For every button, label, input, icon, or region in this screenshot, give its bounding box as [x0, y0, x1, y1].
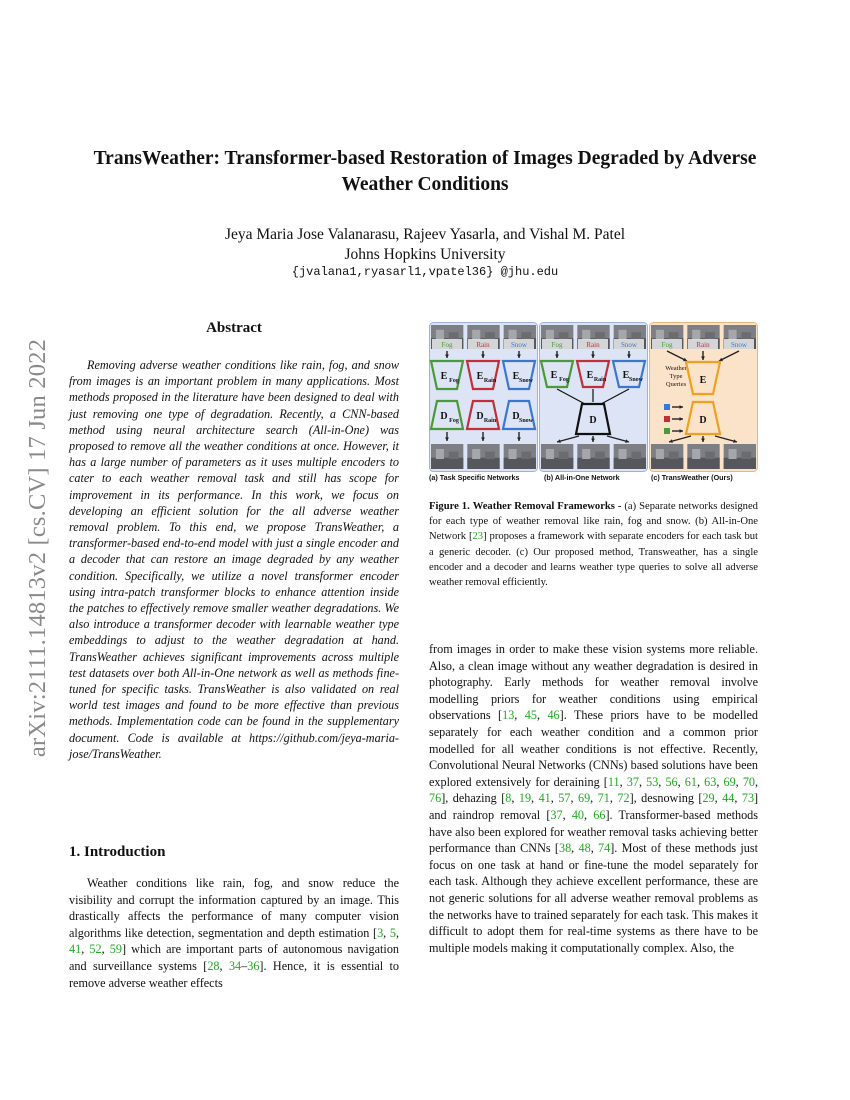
caption-text-post: ] proposes a framework with separate encoders for each task but a generic decoder. (c) Our proposed method, Transweather, has a single encoder and a decoder and learns weather type queries to solve all adverse weather removal efficiently. [429, 531, 758, 589]
citation-link[interactable]: 28 [207, 958, 220, 973]
citation-link[interactable]: 69 [577, 791, 591, 806]
citation-link[interactable]: 61 [684, 774, 697, 789]
encoder-subscript: Rain [593, 377, 607, 383]
output-image-building-2 [521, 452, 531, 460]
citation-link[interactable]: 53 [646, 774, 659, 789]
caption-title: Weather Removal Frameworks - [472, 501, 622, 512]
citation-link[interactable]: 48 [578, 841, 591, 856]
output-image-building-2 [631, 452, 641, 460]
body-text: , [584, 807, 594, 822]
encoder-subscript: Snow [628, 377, 644, 383]
body-text: , [677, 774, 685, 789]
body-text: from images in order to make these vision systems more reliable. Also, a clean image without any weather degradation is desired in photography. Early methods for weather removal involve modelling priors for weather conditions using empirical observations [ [429, 642, 758, 723]
input-image-building [436, 330, 444, 340]
caption-citation[interactable]: 23 [472, 531, 484, 543]
output-image-ground [504, 458, 536, 469]
input-label: Fog [441, 341, 453, 349]
body-text: , [590, 791, 598, 806]
input-image-building-2 [595, 332, 605, 339]
output-image-building-2 [705, 452, 715, 460]
citation-link[interactable]: 71 [597, 791, 610, 806]
input-label: Snow [731, 341, 747, 349]
introduction-right-column [429, 641, 758, 956]
citation-link[interactable]: 70 [742, 774, 756, 789]
output-image-building [619, 449, 627, 459]
output-image-building-2 [485, 452, 495, 460]
input-image-building [692, 330, 700, 340]
body-text: , [696, 774, 705, 789]
title-line-2: Weather Conditions [341, 174, 509, 195]
citation-link[interactable]: 74 [598, 841, 611, 856]
input-image-building-2 [521, 332, 531, 339]
body-text: , [550, 791, 559, 806]
citation-link[interactable]: 73 [741, 791, 755, 806]
citation-link[interactable]: 44 [722, 791, 735, 806]
output-image-building [656, 449, 664, 459]
body-text: , [590, 841, 599, 856]
subcaption-c: (c) TransWeather (Ours) [651, 473, 733, 482]
encoder-letter: E [440, 371, 448, 382]
input-image-building-2 [631, 332, 641, 339]
citation-link[interactable]: 72 [617, 791, 630, 806]
author-block [60, 225, 790, 265]
figure-1-diagram [429, 322, 758, 472]
input-image-building [546, 330, 554, 340]
caption-label: Figure 1. [429, 501, 470, 512]
input-image-building [582, 330, 590, 340]
input-image-building [729, 330, 737, 340]
body-text: , [514, 708, 525, 723]
output-image-ground [724, 458, 756, 469]
paper-title [60, 146, 790, 198]
input-label: Rain [696, 341, 710, 349]
input-label: Snow [511, 341, 527, 349]
encoder-subscript: Snow [518, 378, 534, 384]
figure-1 [429, 322, 758, 472]
output-image-building [436, 449, 444, 459]
input-label: Snow [621, 341, 637, 349]
arxiv-side-stamp: arXiv:2111.14813v2 [cs.CV] 17 Jun 2022 [24, 338, 51, 758]
weather-query-token [664, 416, 670, 422]
citation-link[interactable]: 34 [228, 958, 242, 973]
output-image-building [472, 449, 480, 459]
output-image-building [509, 449, 517, 459]
output-image-building-2 [449, 452, 459, 460]
body-text: , [619, 774, 627, 789]
input-image-building [509, 330, 517, 340]
output-image-building-2 [741, 452, 751, 460]
input-image-building [619, 330, 627, 340]
citation-link[interactable]: 52 [89, 942, 102, 957]
input-image-building-2 [485, 332, 495, 339]
body-text: ]. Hence, it is essential to remove adverse weather effects [69, 958, 400, 990]
queries-label: Queries [665, 381, 687, 388]
author-email: {jvalana1,ryasarl1,vpatel36} @jhu.edu [291, 265, 559, 279]
body-text: , [562, 807, 572, 822]
body-text: , [735, 774, 743, 789]
citation-link[interactable]: 37 [550, 807, 563, 822]
citation-link[interactable]: 45 [524, 708, 537, 723]
body-text: , [714, 791, 723, 806]
citation-link[interactable]: 36 [247, 958, 260, 973]
citation-link[interactable]: 56 [665, 774, 678, 789]
encoder-letter: E [586, 370, 594, 381]
body-text: , [511, 791, 519, 806]
citation-link[interactable]: 11 [607, 774, 620, 789]
affiliation: Johns Hopkins University [344, 246, 506, 263]
subcaption-a: (a) Task Specific Networks [429, 473, 520, 482]
abstract-text: Removing adverse weather conditions like rain, fog, and snow from images is an important problem in many applications. Most methods proposed in the literature have been designed to deal with just removing one type of degradation. Recently, a CNN-based method using neural architecture search (All-in-One) was proposed to remove all the weather conditions at once. However, it has a large number of parameters as it uses multiple encoders to cater to each weather removal task and still has scope for improvement in its performance. In this work, we focus on developing an efficient solution for the all adverse weather removal problem. To this end, we propose TransWeather, a transformer-based end-to-end model with just a single encoder and a decoder that can restore an image degraded by any weather condition. Specifically, we utilize a novel transformer encoder using intra-patch transformer blocks to enhance attention inside the patches to effectively remove smaller weather degradations. We also introduce a transformer decoder with learnable weather type embeddings to adjust to the weather degradation at hand. TransWeather achieves significant improvements across multiple test datasets over both All-in-One network as well as methods fine-tuned for specific tasks. TransWeather is also validated on real world test images and found to be more effective than previous methods. Implementation code can be found in the supplementary document. Code is available at https://github.com/jeya-maria-jose/TransWeather. [69, 358, 399, 761]
citation-link[interactable]: 69 [723, 774, 736, 789]
introduction-left-column [69, 875, 399, 991]
citation-link[interactable]: 63 [704, 774, 717, 789]
encoder-letter: E [476, 371, 484, 382]
citation-link[interactable]: 37 [626, 774, 639, 789]
citation-link[interactable]: 29 [702, 791, 715, 806]
output-image-ground [467, 458, 499, 469]
encoder-subscript: Fog [559, 377, 569, 383]
citation-link[interactable]: 3 [377, 925, 384, 940]
body-text: , [609, 791, 618, 806]
decoder-letter: D [476, 411, 484, 422]
body-text: , [536, 708, 548, 723]
body-text: ] and raindrop removal [ [429, 791, 759, 822]
queries-label: Weather [665, 365, 687, 372]
body-text: , [716, 774, 724, 789]
citation-link[interactable]: 76 [429, 791, 442, 806]
body-text: , [395, 925, 399, 940]
citation-link[interactable]: 38 [558, 841, 572, 856]
citation-link[interactable]: 66 [593, 807, 606, 822]
body-text: , [81, 942, 90, 957]
body-text: , [658, 774, 666, 789]
body-text: ]. Transformer-based methods have also been explored for weather removal tasks achieving better performance than CNNs [ [429, 807, 759, 856]
input-label: Fog [551, 341, 563, 349]
encoder-letter: E [512, 371, 520, 382]
output-image-ground [577, 458, 609, 469]
title-line-1: TransWeather: Transformer-based Restoration of Images Degraded by Adverse [93, 148, 757, 169]
body-text: , [101, 942, 110, 957]
weather-query-token [664, 404, 670, 410]
input-image-building-2 [449, 332, 459, 339]
subcaption-b: (b) All-in-One Network [544, 473, 620, 482]
citation-link[interactable]: 5 [389, 925, 396, 940]
output-image-building [546, 449, 554, 459]
output-image-building-2 [559, 452, 569, 460]
caption-text-pre: (a) Separate networks designed for each type of weather removal like rain, fog and snow. (b) All-in-One Network [ [429, 501, 758, 543]
body-text: , [219, 958, 229, 973]
input-image-building-2 [741, 332, 751, 339]
input-image-building [656, 330, 664, 340]
encoder-subscript: Fog [449, 378, 459, 384]
introduction-heading: 1. Introduction [69, 844, 166, 860]
input-label: Rain [476, 341, 490, 349]
output-image-ground [614, 458, 646, 469]
input-image-building-2 [559, 332, 569, 339]
encoder-subscript: Rain [483, 378, 497, 384]
input-image-building-2 [669, 332, 679, 339]
body-text: – [241, 958, 248, 973]
body-text: , [638, 774, 647, 789]
output-image-building [582, 449, 590, 459]
encoder-letter: E [622, 370, 630, 381]
decoder-letter: D [699, 415, 707, 426]
body-text: , [531, 791, 539, 806]
decoder-subscript: Fog [449, 418, 459, 424]
body-text: , [755, 774, 759, 789]
input-image-building [472, 330, 480, 340]
input-label: Rain [586, 341, 600, 349]
output-image-ground [431, 458, 463, 469]
figure-1-subcaptions [429, 473, 758, 485]
output-image-building-2 [669, 452, 679, 460]
encoder-letter: E [699, 375, 707, 386]
body-text: , [571, 841, 579, 856]
body-text: ] which are important parts of autonomous navigation and surveillance systems [ [69, 942, 400, 973]
body-text: ], desnowing [ [629, 791, 703, 806]
body-text: ]. These priors have to be modelled separately for each weather condition and a common prior modelled for all weather conditions is not effective. Recently, Convolutional Neural Networks (CNNs) based solutions have been explored extensively for deraining [ [429, 708, 759, 789]
citation-link[interactable]: 8 [505, 791, 512, 806]
body-text: , [734, 791, 742, 806]
output-image-building [692, 449, 700, 459]
input-label: Fog [661, 341, 673, 349]
encoder-letter: E [550, 370, 558, 381]
queries-label: Type [669, 373, 683, 380]
citation-link[interactable]: 19 [518, 791, 532, 806]
body-text: Weather conditions like rain, fog, and snow reduce the visibility and corrupt the information captured by an image. This drastically affects the performance of many computer vision algorithms like detection, segmentation and depth estimation [ [69, 876, 399, 940]
output-image-ground [541, 458, 573, 469]
citation-link[interactable]: 41 [538, 791, 551, 806]
body-text: ], dehazing [ [441, 791, 506, 806]
body-text: , [383, 925, 390, 940]
decoder-letter: D [589, 415, 597, 426]
abstract-heading: Abstract [206, 320, 262, 336]
citation-link[interactable]: 57 [558, 791, 571, 806]
citation-link[interactable]: 46 [547, 708, 560, 723]
figure-1-caption [429, 499, 758, 590]
weather-query-token [664, 428, 670, 434]
output-image-ground [651, 458, 683, 469]
authors: Jeya Maria Jose Valanarasu, Rajeev Yasarla, and Vishal M. Patel [224, 226, 626, 243]
decoder-letter: D [512, 411, 520, 422]
decoder-subscript: Snow [518, 418, 534, 424]
input-image-building-2 [705, 332, 715, 339]
citation-link[interactable]: 59 [109, 942, 122, 957]
body-text: , [570, 791, 578, 806]
decoder-letter: D [440, 411, 448, 422]
body-text: ]. Most of these methods just focus on one task at hand or fine-tune the model separately for each task. Although they achieve excellent performance, these are not generic solutions for all adverse weather removal problems as the networks have to trained separately for each task. This makes it difficult to adopt them for real-time systems as there have to be multiple models making it computationally complex. Also, the [429, 841, 758, 955]
citation-link[interactable]: 40 [571, 807, 585, 822]
output-image-ground [687, 458, 719, 469]
output-image-building-2 [595, 452, 605, 460]
citation-link[interactable]: 13 [502, 708, 515, 723]
decoder-subscript: Rain [483, 418, 497, 424]
output-image-building [729, 449, 737, 459]
citation-link[interactable]: 41 [69, 942, 82, 957]
